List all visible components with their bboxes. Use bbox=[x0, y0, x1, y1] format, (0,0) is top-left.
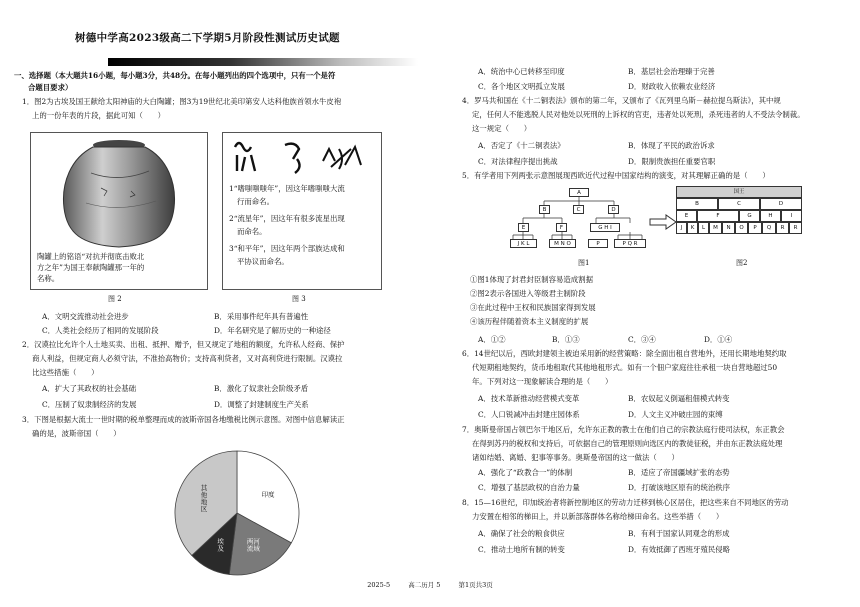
q1-line1: 1．图2为古埃及国王献给太阳神庙的大白陶罐；图3为19世纪北美印第安人达科他族首领水牛皮袍 bbox=[22, 97, 342, 106]
q6-line2: 代短期租地契约，货币地租取代其他地租形式。如有一个佃户家庭往往承租一块自营地超过50 bbox=[472, 363, 778, 372]
q8-option-b: B．有利于国家认同观念的形成 bbox=[628, 529, 730, 538]
q7-option-d: D．打破该地区原有的统治秩序 bbox=[628, 483, 731, 492]
fig3-entry2-a: 2“流星年”，因这年有很多流星出现 bbox=[229, 214, 345, 223]
tree-node-d: D bbox=[608, 205, 619, 214]
title-underline-bar bbox=[108, 58, 418, 66]
q1-option-a: A．文明交流推动社会进步 bbox=[42, 312, 129, 321]
q2-option-a: A．扩大了其政权的社会基础 bbox=[42, 384, 137, 393]
q7-line1: 7．奥斯曼帝国占领巴尔干地区后，允许东正教的教士在他们自己的宗教法庭行使司法权，东正教会 bbox=[462, 425, 785, 434]
q5-figure-2 bbox=[676, 186, 806, 250]
q3-line1: 3．下图是根据大流士一世时期的税单整理而成的波斯帝国各地缴税比例示意图。对图中信息解读正 bbox=[22, 415, 345, 424]
q2-line2: 商人利益，但规定商人必须守法，不准抬高物价；支持高利贷者，又对高利贷进行限制。汉谟拉 bbox=[32, 354, 343, 363]
page-title: 树德中学高2023级高二下学期5月阶段性测试历史试题 bbox=[75, 32, 340, 44]
cell-r1: R bbox=[776, 222, 789, 234]
fig2-caption-line1: 陶罐上的铭语“对抗并彻底击败北 bbox=[37, 252, 145, 261]
cell-d: D bbox=[760, 198, 802, 210]
q8-line1: 8．15—16世纪，印加统治者将新控制地区的劳动力迁移到核心区居住，把这些来自不同地区的劳动 bbox=[462, 498, 789, 507]
cell-l: L bbox=[698, 222, 709, 234]
q4-line3: 这一规定（ ） bbox=[472, 124, 532, 133]
king-cell: 国王 bbox=[676, 186, 802, 198]
q7-line2: 在得到苏丹的税权和支持后，可依据自己的管理原则向选区内的教徒征税，并由东正教法庭处理 bbox=[472, 439, 783, 448]
q6-option-b: B．农奴起义倒逼租佃模式转变 bbox=[628, 394, 730, 403]
q4-option-b: B．体现了平民的政治诉求 bbox=[628, 141, 715, 150]
section-heading-cont: 合题目要求） bbox=[28, 83, 73, 92]
tree-node-ghi: G H I bbox=[590, 223, 620, 232]
tax-pie-chart bbox=[172, 448, 302, 578]
footer-date: 2025-5 bbox=[367, 581, 391, 589]
cell-o: O bbox=[735, 222, 748, 234]
tree-node-jkl: J K L bbox=[510, 239, 537, 248]
cell-k: K bbox=[687, 222, 698, 234]
fig2-caption-line2: 方之年”为国王奉献陶罐那一年的 bbox=[37, 263, 145, 272]
q6-option-a: A．技术革新推动经营模式变革 bbox=[478, 394, 580, 403]
pie-label-2: 埃及 bbox=[217, 537, 224, 553]
fig3-entry1-b: 行而命名。 bbox=[237, 197, 274, 206]
q6-option-c: C．人口锐减冲击封建庄园体系 bbox=[478, 410, 580, 419]
figure-3-box bbox=[222, 132, 382, 290]
tree-node-c: C bbox=[573, 205, 584, 214]
q3-option-c: C．各个地区文明孤立发展 bbox=[478, 82, 565, 91]
q5-statement-4: ④该历程伴随着资本主义制度的扩展 bbox=[470, 317, 589, 326]
figure-2-box bbox=[30, 132, 208, 290]
cell-h: H bbox=[760, 210, 781, 222]
q4-line1: 4．罗马共和国在《十二铜表法》颁布的第二年，又颁布了《瓦列里乌斯－赫拉提乌斯法》，其中规 bbox=[462, 96, 781, 105]
footer-page: 第1页共3页 bbox=[458, 581, 493, 589]
page-footer bbox=[0, 580, 860, 589]
cell-n: N bbox=[722, 222, 735, 234]
fig3-entry1-a: 1“嗜嗤嗤嗤年”，因这年嗜嗤嗤大流 bbox=[229, 184, 345, 193]
fig3-entry3-b: 平协议而命名。 bbox=[237, 257, 289, 266]
q1-option-c: C．人类社会经历了相同的发展阶段 bbox=[42, 326, 159, 335]
q5-statement-3: ③在此过程中王权和民族国家得到发展 bbox=[470, 303, 596, 312]
section-heading: 一、选择题（本大题共16小题，每小题3分，共48分。在每小题列出的四个选项中，只有一个是符 bbox=[14, 71, 336, 80]
cell-i: I bbox=[781, 210, 802, 222]
tree-node-p: P bbox=[588, 239, 608, 248]
q1-option-b: B．采用事件纪年具有普遍性 bbox=[214, 312, 309, 321]
pictograph-glyphs bbox=[223, 135, 381, 185]
q8-option-d: D．有效抵御了西班牙殖民侵略 bbox=[628, 545, 731, 554]
cell-c: C bbox=[718, 198, 760, 210]
q8-option-c: C．推动土地所有制的转变 bbox=[478, 545, 565, 554]
tree-node-f: F bbox=[556, 223, 567, 232]
q2-option-d: D．调整了封建制度生产关系 bbox=[214, 400, 309, 409]
q3-option-d: D．财政收入依赖农业经济 bbox=[628, 82, 716, 91]
q7-option-b: B．适应了帝国疆域扩张的态势 bbox=[628, 468, 730, 477]
tree-node-a: A bbox=[569, 188, 589, 197]
q5-figure-1 bbox=[510, 186, 650, 256]
pie-label-0: 印度 bbox=[261, 490, 275, 499]
q3-line2: 确的是，波斯帝国（ ） bbox=[32, 429, 121, 438]
cell-r2: R bbox=[789, 222, 802, 234]
q4-option-c: C．对法律程序提出挑战 bbox=[478, 157, 558, 166]
tree-node-pqr: P Q R bbox=[614, 239, 646, 248]
tree-node-mno: M N O bbox=[549, 239, 576, 248]
q2-line3: 比这些措施（ ） bbox=[32, 368, 99, 377]
cell-m: M bbox=[709, 222, 722, 234]
fig3-entry2-b: 而命名。 bbox=[237, 227, 267, 236]
tree-node-e: E bbox=[518, 223, 529, 232]
q3-option-b: B．基层社会治理臻于完善 bbox=[628, 67, 715, 76]
q1-option-d: D．年名研究是了解历史的一种途径 bbox=[214, 326, 331, 335]
q7-line3: 诸如结婚、离婚、犯事等事务。奥斯曼帝国的这一做法（ ） bbox=[472, 453, 679, 462]
q5-option-a: A．①② bbox=[478, 335, 506, 344]
q6-option-d: D．人文主义冲破庄园的束缚 bbox=[628, 410, 723, 419]
q4-option-d: D．限制贵族担任重要官职 bbox=[628, 157, 716, 166]
q6-line3: 年。下列对这一现象解读合理的是（ ） bbox=[472, 377, 613, 386]
cell-g: G bbox=[739, 210, 760, 222]
q8-line2: 力安置在相邻的梯田上，并以新部落群体名称给梯田命名。这些举措（ ） bbox=[472, 512, 724, 521]
tree-node-b: B bbox=[539, 205, 550, 214]
q2-option-c: C．压制了奴隶制经济的发展 bbox=[42, 400, 137, 409]
q6-line1: 6．14世纪以后，西欧封建领主被迫采用新的经营策略：除全面出租自营地外，还用长期地地契约取 bbox=[462, 349, 787, 358]
q3-option-a: A．统治中心已转移至印度 bbox=[478, 67, 565, 76]
fig3-label: 图 3 bbox=[292, 295, 306, 303]
pie-label-1: 两河流域 bbox=[246, 537, 260, 553]
fig3-entry3-a: 3“和平年”，因这年两个部族达成和 bbox=[229, 244, 345, 253]
q7-option-c: C．增强了基层政权的自治力量 bbox=[478, 483, 580, 492]
q2-option-b: B．激化了奴隶社会阶级矛盾 bbox=[214, 384, 309, 393]
q5-statement-2: ②图2表示各国进入等级君主制阶段 bbox=[470, 289, 586, 298]
cell-q: Q bbox=[762, 222, 776, 234]
q8-option-a: A．确保了社会的粮食供应 bbox=[478, 529, 565, 538]
q4-line2: 定，任何人不能逃脱人民对他处以死刑的上诉权的官吏，违者处以死刑，杀死违者的人不受法令制裁。 bbox=[472, 110, 805, 119]
q1-line2: 上的一份年表的片段，据此可知（ ） bbox=[32, 111, 166, 120]
cell-p: P bbox=[748, 222, 762, 234]
q5-line1: 5．有学者用下列两张示意图展现西欧近代过程中国家结构的演变，对其理解正确的是（ ） bbox=[462, 171, 770, 180]
q7-option-a: A．强化了“政教合一”的体制 bbox=[478, 468, 573, 477]
fig2-caption-line3: 名称。 bbox=[37, 274, 60, 283]
fig2-label: 图 2 bbox=[108, 295, 122, 303]
cell-e: E bbox=[676, 210, 697, 222]
q5-fig2-label: 图2 bbox=[736, 259, 748, 267]
q5-statement-1: ①图1体现了封君封臣制容易造成割据 bbox=[470, 275, 593, 284]
footer-subject: 高二历月 5 bbox=[408, 581, 441, 589]
q5-option-d: D．①④ bbox=[704, 335, 733, 344]
pie-label-3: 其他地区 bbox=[200, 484, 208, 514]
q5-fig1-label: 图1 bbox=[578, 259, 590, 267]
q4-option-a: A．否定了《十二铜表法》 bbox=[478, 141, 565, 150]
arrow-right-icon bbox=[648, 214, 678, 230]
cell-b: B bbox=[676, 198, 718, 210]
cell-f: F bbox=[697, 210, 739, 222]
q5-option-b: B．①③ bbox=[552, 335, 580, 344]
q5-option-c: C．③④ bbox=[628, 335, 656, 344]
q2-line1: 2．汉谟拉比允许个人土地买卖、出租、抵押、赠予，但又规定了地租的额度，允许私人经商、保护 bbox=[22, 340, 345, 349]
cell-j: J bbox=[676, 222, 687, 234]
